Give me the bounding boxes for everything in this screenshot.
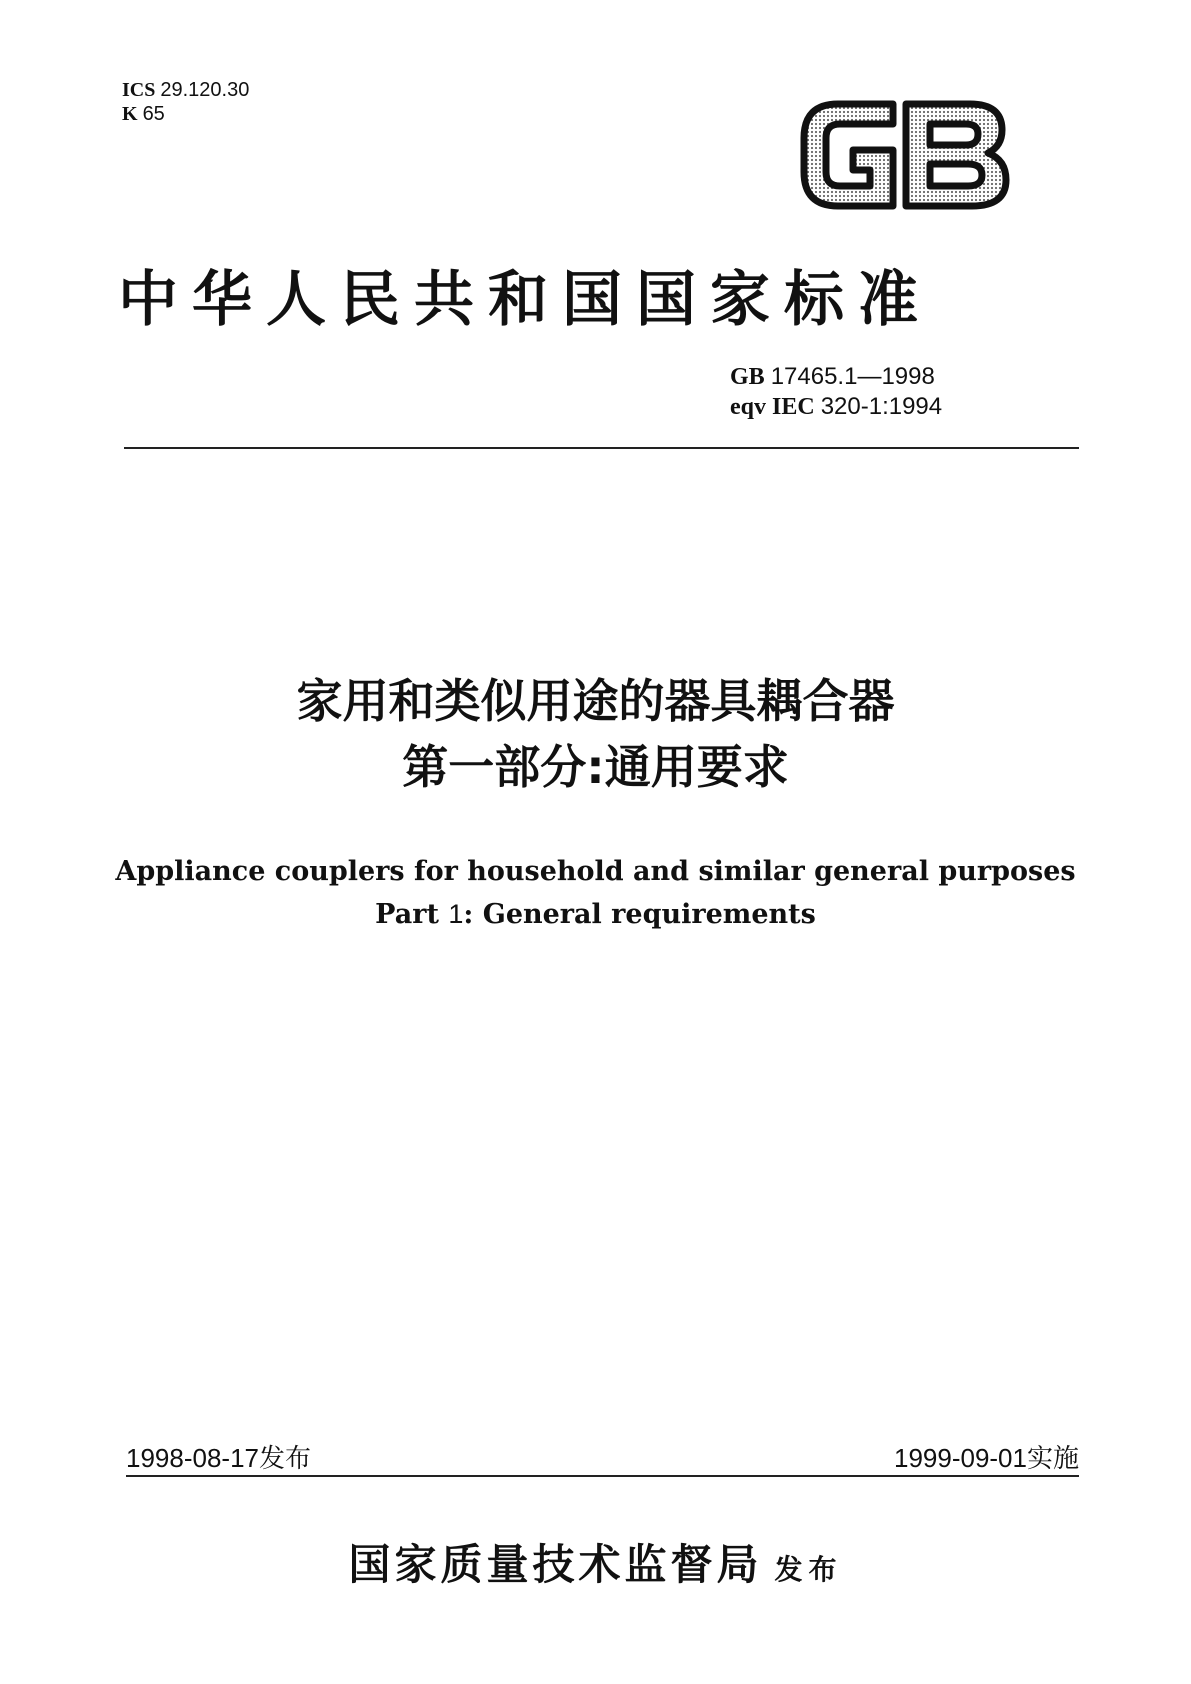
part-label: Part — [375, 899, 439, 930]
classification-codes — [122, 78, 249, 126]
publication-date — [126, 1438, 311, 1475]
issuer-name: 国家质量技术监督局 — [348, 1540, 763, 1589]
english-title — [0, 850, 1191, 936]
english-title-line-1: Appliance couplers for household and similar general purposes — [115, 856, 1076, 887]
top-divider — [124, 447, 1079, 449]
issuing-country-title: 中华人民共和国国家标准 — [118, 265, 932, 335]
chinese-title — [0, 668, 1191, 800]
implementation-date-value: 1999-09-01 — [893, 1443, 1027, 1473]
implementation-date — [894, 1438, 1079, 1475]
ccs-code — [122, 102, 249, 126]
ics-label: ICS — [122, 79, 156, 101]
eqv-label: eqv IEC — [730, 394, 815, 420]
gb-logo-icon — [798, 98, 1012, 212]
bottom-divider — [126, 1475, 1079, 1477]
ics-value: 29.120.30 — [160, 79, 250, 101]
standard-numbers — [730, 362, 942, 422]
eqv-number: 320-1:1994 — [820, 393, 943, 420]
ccs-value: 65 — [142, 103, 165, 125]
gb-number: 17465.1—1998 — [770, 363, 935, 390]
part-title: : General requirements — [463, 899, 816, 930]
eqv-number-line — [730, 392, 942, 422]
part-number: 1 — [448, 899, 464, 929]
english-title-line-2 — [0, 893, 1191, 936]
gb-number-line — [730, 362, 942, 392]
chinese-title-line-2: 第一部分:通用要求 — [402, 740, 789, 794]
ics-code — [122, 78, 249, 102]
chinese-title-line-1: 家用和类似用途的器具耦合器 — [296, 674, 895, 728]
implementation-date-label: 实施 — [1026, 1444, 1079, 1474]
ccs-label: K — [122, 103, 138, 125]
gb-label: GB — [730, 364, 765, 390]
publication-date-value: 1998-08-17 — [126, 1443, 259, 1473]
publication-date-label: 发布 — [259, 1444, 312, 1474]
issuing-authority — [0, 1532, 1191, 1592]
issuer-suffix: 发布 — [774, 1553, 843, 1586]
